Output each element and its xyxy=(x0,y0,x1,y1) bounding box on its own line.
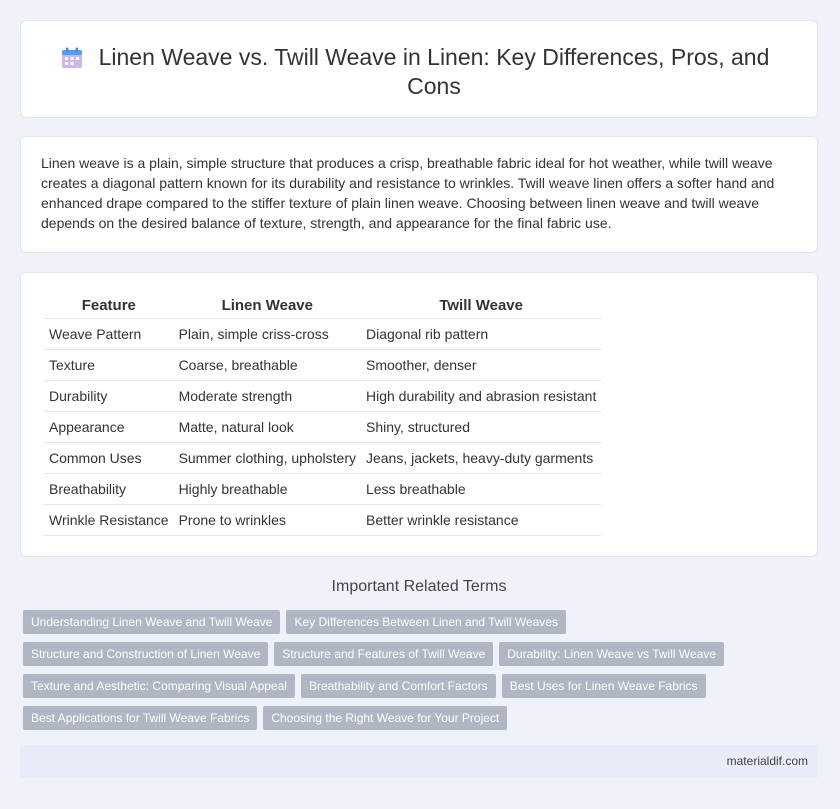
feature-cell: Durability xyxy=(44,381,174,412)
table-row xyxy=(44,319,601,350)
related-term-tag[interactable]: Understanding Linen Weave and Twill Weave xyxy=(23,610,280,634)
linen-cell: Highly breathable xyxy=(174,474,361,505)
comparison-table-card xyxy=(20,272,818,557)
twill-cell: Shiny, structured xyxy=(361,412,601,443)
related-term-tag[interactable]: Choosing the Right Weave for Your Project xyxy=(263,706,507,730)
table-header-row xyxy=(44,293,601,319)
linen-cell: Summer clothing, upholstery xyxy=(174,443,361,474)
twill-cell: Smoother, denser xyxy=(361,350,601,381)
related-term-tag[interactable]: Best Applications for Twill Weave Fabrics xyxy=(23,706,257,730)
twill-cell: Less breathable xyxy=(361,474,601,505)
linen-cell: Plain, simple criss-cross xyxy=(174,319,361,350)
feature-cell: Wrinkle Resistance xyxy=(44,505,174,536)
feature-cell: Breathability xyxy=(44,474,174,505)
table-row xyxy=(44,350,601,381)
linen-cell: Matte, natural look xyxy=(174,412,361,443)
related-term-tag[interactable]: Best Uses for Linen Weave Fabrics xyxy=(502,674,706,698)
twill-cell: High durability and abrasion resistant xyxy=(361,381,601,412)
feature-cell: Weave Pattern xyxy=(44,319,174,350)
footer-site-name: materialdif.com xyxy=(726,754,808,768)
calendar-icon xyxy=(61,47,83,69)
related-term-tag[interactable]: Structure and Construction of Linen Weave xyxy=(23,642,268,666)
table-row xyxy=(44,381,601,412)
linen-cell: Prone to wrinkles xyxy=(174,505,361,536)
linen-cell: Moderate strength xyxy=(174,381,361,412)
table-row xyxy=(44,474,601,505)
related-term-tag[interactable]: Durability: Linen Weave vs Twill Weave xyxy=(499,642,724,666)
footer-bar xyxy=(20,745,818,778)
related-term-tag[interactable]: Texture and Aesthetic: Comparing Visual Appeal xyxy=(23,674,295,698)
twill-cell: Better wrinkle resistance xyxy=(361,505,601,536)
header-feature: Feature xyxy=(44,293,174,319)
table-row xyxy=(44,443,601,474)
linen-cell: Coarse, breathable xyxy=(174,350,361,381)
twill-cell: Diagonal rib pattern xyxy=(361,319,601,350)
related-term-tag[interactable]: Breathability and Comfort Factors xyxy=(301,674,496,698)
page-title: Linen Weave vs. Twill Weave in Linen: Key Differences, Pros, and Cons xyxy=(98,44,770,99)
feature-cell: Common Uses xyxy=(44,443,174,474)
table-row xyxy=(44,412,601,443)
feature-cell: Texture xyxy=(44,350,174,381)
table-row xyxy=(44,505,601,536)
related-term-tag[interactable]: Structure and Features of Twill Weave xyxy=(274,642,493,666)
header-twill-weave: Twill Weave xyxy=(361,293,601,319)
related-terms-list xyxy=(23,610,815,730)
header-linen-weave: Linen Weave xyxy=(174,293,361,319)
intro-paragraph: Linen weave is a plain, simple structure that produces a crisp, breathable fabric ideal for hot weather, while twill weave creates a diagonal pattern known for its durability and resistance to wrinkles. Twill weave linen offers a softer hand and enhanced drape compared to the stiffer texture of plain linen weave. Choosing between linen weave and twill weave depends on the desired balance of texture, strength, and appearance for the final fabric use. xyxy=(41,155,775,231)
twill-cell: Jeans, jackets, heavy-duty garments xyxy=(361,443,601,474)
related-term-tag[interactable]: Key Differences Between Linen and Twill Weaves xyxy=(286,610,565,634)
related-terms-heading: Important Related Terms xyxy=(331,578,507,595)
header-card xyxy=(20,20,818,118)
comparison-table xyxy=(44,293,601,536)
intro-card xyxy=(20,136,818,253)
feature-cell: Appearance xyxy=(44,412,174,443)
